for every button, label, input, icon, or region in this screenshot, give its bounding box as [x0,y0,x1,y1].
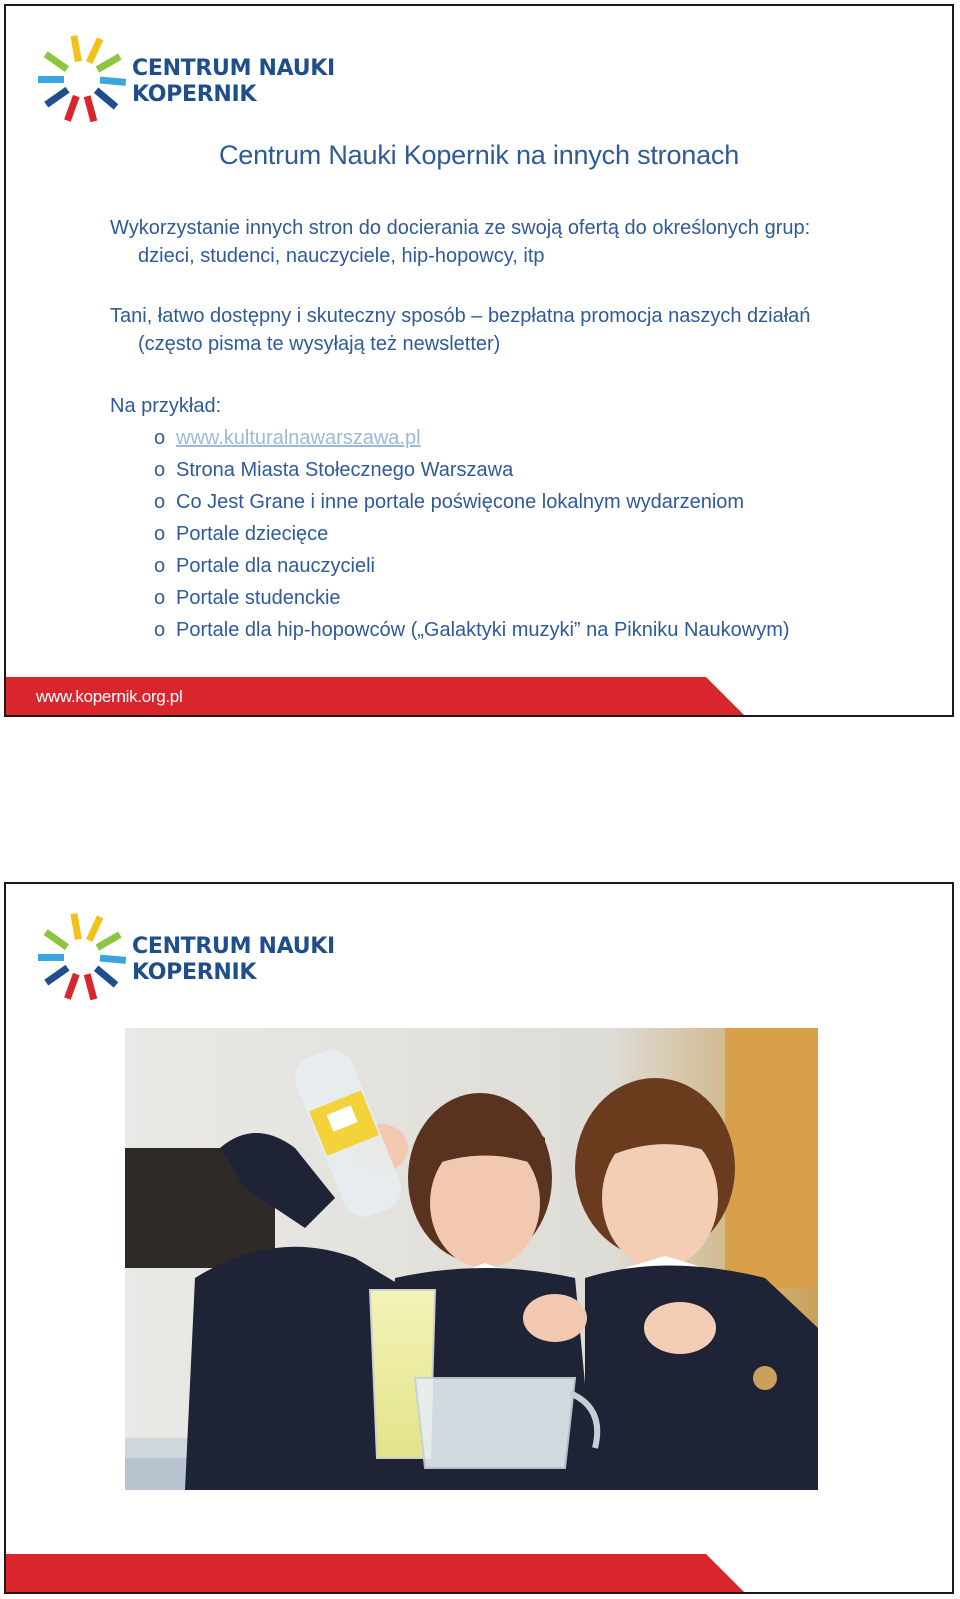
logo-line1: CENTRUM NAUKI [132,56,335,81]
bullet-icon: o [154,459,166,481]
list-item-text: Portale dla nauczycieli [176,555,375,577]
list-item [154,454,790,486]
footer-url[interactable]: www.kopernik.org.pl [36,687,183,706]
bullet-icon: o [154,427,166,449]
list-item [154,518,790,550]
list-item [154,550,790,582]
bullet-icon: o [154,587,166,609]
logo-line2: KOPERNIK [132,960,257,985]
photo-girls-experiment [125,1028,818,1490]
paragraph-3: Na przykład: [110,395,222,417]
photo-illustration [125,1028,818,1490]
star-logo-icon [34,34,130,124]
slide-1 [4,4,954,717]
list-item-text: Portale dziecięce [176,523,329,545]
logo-wordmark [132,56,335,108]
kulturalnawarszawa-link[interactable]: www.kulturalnawarszawa.pl [176,427,421,449]
list-item [154,486,790,518]
list-item-text: Co Jest Grane i inne portale poświęcone lokalnym wydarzeniom [176,491,745,513]
bullet-icon: o [154,491,166,513]
list-item [154,582,790,614]
list-item-text: Strona Miasta Stołecznego Warszawa [176,459,514,481]
star-logo-icon [34,912,130,1002]
paragraph-1-line1: Wykorzystanie innych stron do docierania ze swoją ofertą do określonych grup: [110,217,811,239]
paragraph-2 [110,302,910,358]
list-item-text: Portale dla hip-hopowców („Galaktyki muzyki” na Pikniku Naukowym) [176,619,790,641]
slide-footer [6,1554,952,1592]
slide-2 [4,882,954,1594]
paragraph-1-line2: dzieci, studenci, nauczyciele, hip-hopowcy, itp [138,245,545,267]
kopernik-logo [34,34,344,124]
bullet-icon: o [154,523,166,545]
footer-band [6,1554,952,1592]
kopernik-logo [34,912,344,1002]
paragraph-1 [110,214,910,270]
list-item [154,614,790,646]
bullet-icon: o [154,555,166,577]
bullet-icon: o [154,619,166,641]
paragraph-2-line2: (często pisma te wysyłają też newsletter) [138,333,501,355]
logo-line2: KOPERNIK [132,82,257,107]
logo-wordmark [132,934,335,986]
slide-footer [6,677,952,715]
list-item [154,422,790,454]
examples-list [154,422,790,646]
logo-line1: CENTRUM NAUKI [132,934,335,959]
slide-title: Centrum Nauki Kopernik na innych stronach [218,140,740,170]
list-item-text: Portale studenckie [176,587,341,609]
paragraph-2-line1: Tani, łatwo dostępny i skuteczny sposób – bezpłatna promocja naszych działań [110,305,811,327]
